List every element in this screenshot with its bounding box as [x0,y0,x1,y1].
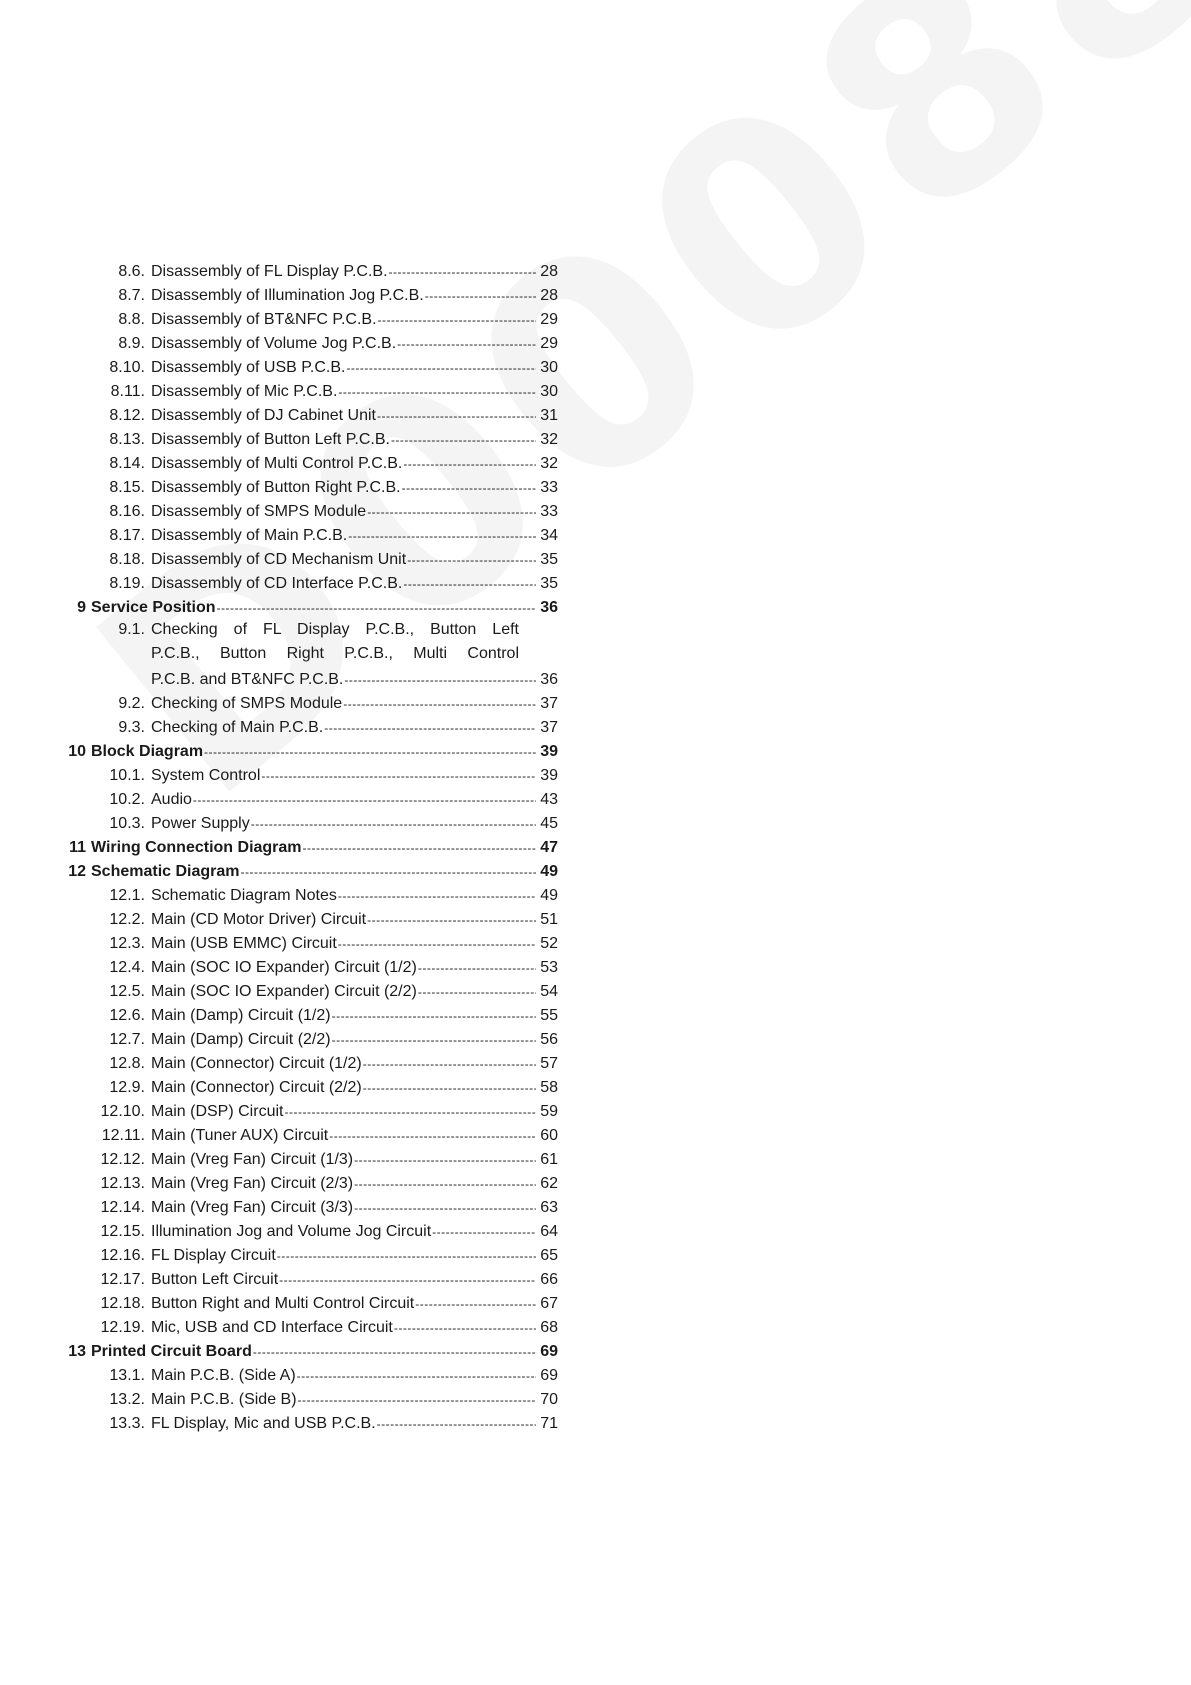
toc-page-number: 69 [540,1343,558,1360]
toc-page-number: 71 [540,1415,558,1432]
toc-page-number: 56 [540,1031,558,1048]
toc-entry-title: Main (Vreg Fan) Circuit (2/3) [151,1175,354,1192]
toc-entry-title: Main (Vreg Fan) Circuit (3/3) [151,1199,354,1216]
toc-entry-number: 9 [77,599,86,616]
toc-leader-dashes [425,286,536,306]
toc-entry[interactable] [62,1098,558,1122]
toc-page-number: 52 [540,935,558,952]
toc-page-number: 34 [540,527,558,544]
toc-page-number: 58 [540,1079,558,1096]
toc-page-number: 63 [540,1199,558,1216]
toc-entry-title: Wiring Connection Diagram [91,839,302,856]
toc-entry[interactable] [62,522,558,546]
toc-page-number: 61 [540,1151,558,1168]
toc-page-number: 28 [540,263,558,280]
toc-entry-number: 8.17. [109,527,145,544]
toc-entry-number: 12 [68,863,86,880]
toc-leader-dashes [277,1246,536,1266]
toc-page-number: 31 [540,407,558,424]
toc-entry-number: 12.4. [109,959,145,976]
toc-entry[interactable] [62,882,558,906]
toc-entry[interactable] [62,498,558,522]
toc-leader-dashes [343,694,536,714]
toc-page-number: 29 [540,335,558,352]
toc-entry[interactable] [62,1362,558,1386]
toc-entry-title: System Control [151,767,261,784]
toc-entry-title: Disassembly of USB P.C.B. [151,359,346,376]
toc-page-number: 32 [540,431,558,448]
toc-page-number: 37 [540,695,558,712]
toc-entry-title: Disassembly of Mic P.C.B. [151,383,338,400]
toc-entry-number: 12.9. [109,1079,145,1096]
toc-entry-number: 8.7. [118,287,145,304]
toc-entry-number: 12.16. [100,1247,145,1264]
toc-entry-title: Main P.C.B. (Side B) [151,1391,297,1408]
toc-entry-title: Disassembly of Multi Control P.C.B. [151,455,403,472]
toc-entry-title: Main (Vreg Fan) Circuit (1/3) [151,1151,354,1168]
toc-page-number: 70 [540,1391,558,1408]
toc-entry-title: Illumination Jog and Volume Jog Circuit [151,1223,432,1240]
toc-page-number: 37 [540,719,558,736]
toc-chapter[interactable] [62,594,558,618]
toc-entry-number: 10 [68,743,86,760]
toc-entry-number: 13.1. [109,1367,145,1384]
toc-entry-number: 12.14. [100,1199,145,1216]
toc-leader-dashes [324,718,536,738]
toc-entry[interactable] [62,1218,558,1242]
toc-entry[interactable] [62,1002,558,1026]
toc-entry-title: Service Position [91,599,216,616]
toc-page-number: 32 [540,455,558,472]
toc-entry-number: 8.6. [118,263,145,280]
toc-entry-number: 8.14. [109,455,145,472]
toc-entry-title: Disassembly of Button Left P.C.B. [151,431,390,448]
toc-page-number: 35 [540,551,558,568]
toc-leader-dashes [397,334,536,354]
toc-leader-dashes [344,670,536,690]
toc-entry-title: Printed Circuit Board [91,1343,252,1360]
toc-entry[interactable] [62,930,558,954]
toc-entry-title: Disassembly of DJ Cabinet Unit [151,407,376,424]
toc-entry-title: Disassembly of BT&NFC P.C.B. [151,311,377,328]
toc-entry[interactable] [62,1194,558,1218]
toc-entry-title-line: P.C.B., Button Right P.C.B., Multi Control [151,645,519,662]
toc-page-number: 59 [540,1103,558,1120]
toc-leader-dashes [418,958,536,978]
toc-entry-number: 13.3. [109,1415,145,1432]
toc-entry-title: Mic, USB and CD Interface Circuit [151,1319,393,1336]
toc-leader-dashes [403,454,536,474]
toc-entry-number: 8.12. [109,407,145,424]
toc-entry-title: Main (SOC IO Expander) Circuit (1/2) [151,959,417,976]
toc-page-number: 45 [540,815,558,832]
toc-page-number: 62 [540,1175,558,1192]
toc-page-number: 65 [540,1247,558,1264]
toc-page-number: 67 [540,1295,558,1312]
toc-entry-title: Button Left Circuit [151,1271,279,1288]
toc-entry-title: Checking of Main P.C.B. [151,719,324,736]
toc-entry-title: Main (Connector) Circuit (2/2) [151,1079,362,1096]
toc-leader-dashes [402,478,536,498]
toc-entry-title: Disassembly of FL Display P.C.B. [151,263,388,280]
toc-entry[interactable] [62,1242,558,1266]
toc-entry-number: 10.1. [109,767,145,784]
toc-page-number: 39 [540,767,558,784]
toc-leader-dashes [279,1270,536,1290]
toc-entry-number: 9.2. [118,695,145,712]
toc-page-number: 51 [540,911,558,928]
toc-entry-title: Main (SOC IO Expander) Circuit (2/2) [151,983,417,1000]
toc-page-number: 64 [540,1223,558,1240]
toc-entry[interactable] [62,1050,558,1074]
toc-entry-number: 12.6. [109,1007,145,1024]
toc-chapter[interactable] [62,858,558,882]
toc-entry[interactable] [62,426,558,450]
toc-leader-dashes [378,310,536,330]
toc-entry-number: 8.16. [109,503,145,520]
toc-entry-number: 10.2. [109,791,145,808]
toc-leader-dashes [389,262,536,282]
toc-page-number: 66 [540,1271,558,1288]
toc-entry-number: 12.17. [100,1271,145,1288]
toc-entry-number: 10.3. [109,815,145,832]
toc-entry-title: Schematic Diagram Notes [151,887,337,904]
toc-entry[interactable] [62,474,558,498]
toc-entry[interactable] [62,1410,558,1434]
toc-entry[interactable] [62,810,558,834]
table-of-contents [62,258,558,1434]
toc-page-number: 60 [540,1127,558,1144]
toc-entry-number: 8.8. [118,311,145,328]
toc-entry-number: 12.8. [109,1055,145,1072]
toc-page-number: 68 [540,1319,558,1336]
toc-entry[interactable] [62,1146,558,1170]
toc-entry-number: 8.9. [118,335,145,352]
toc-entry[interactable] [62,690,558,714]
toc-entry[interactable] [62,1122,558,1146]
toc-leader-dashes [346,358,536,378]
toc-page-number: 54 [540,983,558,1000]
toc-leader-dashes [354,1174,536,1194]
toc-entry-title: Disassembly of CD Interface P.C.B. [151,575,403,592]
toc-entry[interactable] [62,258,558,282]
toc-entry[interactable] [62,1266,558,1290]
toc-entry-number: 12.5. [109,983,145,1000]
toc-leader-dashes [407,550,536,570]
toc-leader-dashes [204,742,536,762]
toc-entry-title: Main (DSP) Circuit [151,1103,284,1120]
toc-entry-number: 12.3. [109,935,145,952]
toc-entry[interactable] [62,450,558,474]
toc-chapter[interactable] [62,1338,558,1362]
toc-leader-dashes [363,1078,536,1098]
toc-entry[interactable] [62,978,558,1002]
toc-entry[interactable] [62,786,558,810]
toc-page-number: 39 [540,743,558,760]
toc-entry-number: 9.1. [118,621,145,638]
toc-page-number: 28 [540,287,558,304]
toc-entry[interactable] [62,306,558,330]
toc-entry-title: Disassembly of CD Mechanism Unit [151,551,407,568]
toc-entry-title: Disassembly of Button Right P.C.B. [151,479,401,496]
toc-entry-number: 12.12. [100,1151,145,1168]
toc-leader-dashes [367,502,536,522]
toc-leader-dashes [418,982,536,1002]
toc-leader-dashes [354,1198,536,1218]
toc-entry[interactable] [62,354,558,378]
toc-entry-title: Audio [151,791,192,808]
toc-entry-title: Block Diagram [91,743,204,760]
toc-entry[interactable] [62,1074,558,1098]
toc-entry-title: Main (Damp) Circuit (2/2) [151,1031,331,1048]
toc-entry-number: 12.10. [100,1103,145,1120]
toc-entry-title: Button Right and Multi Control Circuit [151,1295,415,1312]
toc-entry[interactable] [62,1290,558,1314]
toc-page-number: 29 [540,311,558,328]
toc-page-number: 36 [540,671,558,688]
toc-leader-dashes [432,1222,536,1242]
toc-leader-dashes [415,1294,536,1314]
toc-leader-dashes [391,430,536,450]
toc-entry[interactable] [62,618,558,690]
toc-entry[interactable] [62,378,558,402]
toc-entry-title: Main (Connector) Circuit (1/2) [151,1055,362,1072]
toc-entry[interactable] [62,906,558,930]
toc-leader-dashes [348,526,536,546]
toc-entry-number: 8.18. [109,551,145,568]
toc-entry-number: 11 [69,839,86,856]
toc-entry-number: 12.19. [100,1319,145,1336]
toc-leader-dashes [403,574,536,594]
toc-entry-number: 12.18. [100,1295,145,1312]
toc-entry[interactable] [62,1026,558,1050]
toc-page-number: 49 [540,887,558,904]
toc-leader-dashes [329,1126,536,1146]
toc-entry-title: Main (Tuner AUX) Circuit [151,1127,329,1144]
toc-entry-title-line: Checking of FL Display P.C.B., Button Left [151,621,519,638]
toc-entry-title: Schematic Diagram [91,863,240,880]
toc-page-number: 33 [540,479,558,496]
toc-leader-dashes [338,934,536,954]
toc-chapter[interactable] [62,834,558,858]
toc-leader-dashes [394,1318,536,1338]
toc-entry-number: 12.2. [109,911,145,928]
toc-page-number: 69 [540,1367,558,1384]
toc-leader-dashes [193,790,536,810]
toc-entry-title: Main (USB EMMC) Circuit [151,935,337,952]
toc-page-number: 57 [540,1055,558,1072]
toc-page-number: 55 [540,1007,558,1024]
toc-entry[interactable] [62,1314,558,1338]
toc-entry-title: Power Supply [151,815,250,832]
toc-leader-dashes [332,1030,536,1050]
toc-entry[interactable] [62,282,558,306]
toc-entry-title: Main (CD Motor Driver) Circuit [151,911,367,928]
toc-entry-title: FL Display Circuit [151,1247,276,1264]
toc-leader-dashes [303,838,536,858]
toc-entry-title: Disassembly of SMPS Module [151,503,367,520]
toc-page-number: 49 [540,863,558,880]
toc-leader-dashes [217,598,537,618]
toc-entry[interactable] [62,546,558,570]
toc-entry-title: Disassembly of Main P.C.B. [151,527,348,544]
toc-entry[interactable] [62,714,558,738]
toc-entry-number: 12.1. [109,887,145,904]
toc-leader-dashes [297,1366,536,1386]
toc-page-number: 30 [540,359,558,376]
toc-leader-dashes [338,886,536,906]
toc-entry-title: Disassembly of Volume Jog P.C.B. [151,335,397,352]
toc-entry[interactable] [62,762,558,786]
toc-entry-title: Main (Damp) Circuit (1/2) [151,1007,331,1024]
toc-entry-title: Checking of SMPS Module [151,695,343,712]
toc-leader-dashes [261,766,536,786]
toc-entry[interactable] [62,1386,558,1410]
toc-entry-number: 12.11. [101,1127,145,1144]
toc-leader-dashes [241,862,536,882]
toc-entry-number: 8.15. [109,479,145,496]
toc-entry-number: 12.7. [109,1031,145,1048]
toc-page-number: 47 [540,839,558,856]
toc-page-number: 36 [540,599,558,616]
toc-entry[interactable] [62,1170,558,1194]
toc-leader-dashes [251,814,536,834]
toc-leader-dashes [332,1006,536,1026]
toc-entry-title: Main P.C.B. (Side A) [151,1367,296,1384]
toc-entry[interactable] [62,330,558,354]
toc-leader-dashes [363,1054,536,1074]
toc-entry-number: 12.13. [100,1175,145,1192]
toc-entry-number: 8.11. [110,383,145,400]
toc-page-number: 33 [540,503,558,520]
toc-page-number: 43 [540,791,558,808]
toc-entry-number: 13.2. [109,1391,145,1408]
toc-leader-dashes [253,1342,536,1362]
toc-entry-number: 13 [68,1343,86,1360]
toc-page-number: 53 [540,959,558,976]
toc-leader-dashes [298,1390,536,1410]
toc-entry-number: 9.3. [118,719,145,736]
toc-entry-number: 8.19. [109,575,145,592]
toc-entry-number: 8.10. [109,359,145,376]
toc-leader-dashes [377,1414,536,1434]
toc-leader-dashes [367,910,536,930]
toc-entry[interactable] [62,402,558,426]
toc-leader-dashes [284,1102,536,1122]
toc-entry-title: P.C.B. and BT&NFC P.C.B. [151,671,344,688]
toc-leader-dashes [354,1150,536,1170]
toc-page-number: 35 [540,575,558,592]
toc-entry[interactable] [62,954,558,978]
toc-chapter[interactable] [62,738,558,762]
toc-page-number: 30 [540,383,558,400]
toc-leader-dashes [377,406,536,426]
toc-entry[interactable] [62,570,558,594]
toc-leader-dashes [338,382,536,402]
toc-entry-number: 12.15. [100,1223,145,1240]
toc-entry-title: FL Display, Mic and USB P.C.B. [151,1415,376,1432]
toc-entry-number: 8.13. [109,431,145,448]
toc-entry-title: Disassembly of Illumination Jog P.C.B. [151,287,424,304]
